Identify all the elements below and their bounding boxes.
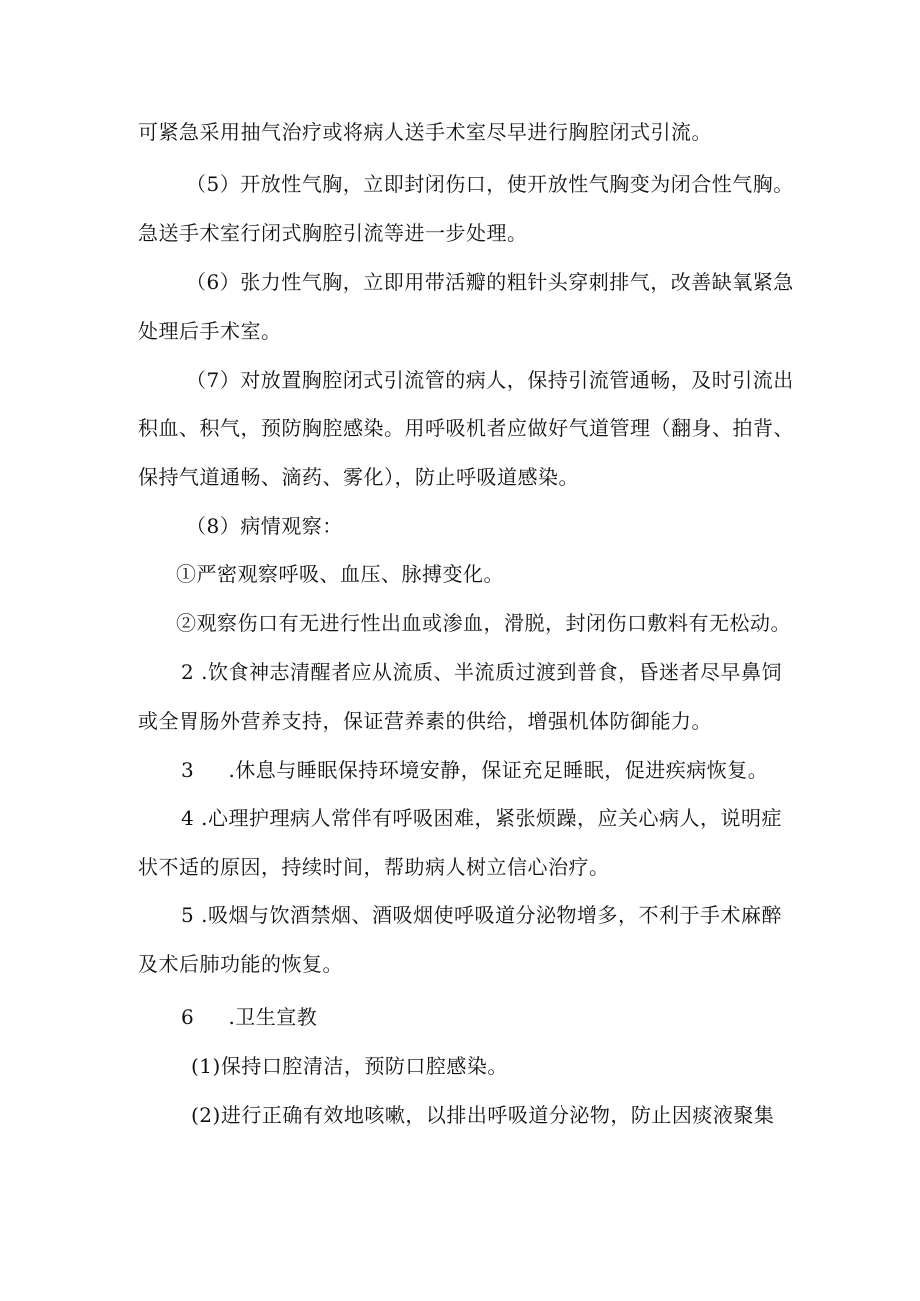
text-line: （6）张力性气胸，立即用带活瓣的粗针头穿刺排气，改善缺氧紧急 [186,270,794,294]
text-line: 保持气道通畅、滴药、雾化），防止呼吸道感染。 [138,465,579,489]
text-line: （5）开放性气胸，立即封闭伤口，使开放性气胸变为闭合性气胸。 [186,172,794,196]
text-line: （8）病情观察： [186,514,343,538]
text-line: 处理后手术室。 [138,319,282,343]
text-line: 2 .饮食神志清醒者应从流质、半流质过渡到普食，昏迷者尽早鼻饲 [181,660,782,684]
text-line: 或全胃肠外营养支持，保证营养素的供给，增强机体防御能力。 [138,709,712,733]
text-line: 4 .心理护理病人常伴有呼吸困难，紧张烦躁，应关心病人，说明症 [181,806,782,830]
text-line: 3 .休息与睡眠保持环境安静，保证充足睡眠，促进疾病恢复。 [181,758,769,782]
text-line: 5 .吸烟与饮酒禁烟、酒吸烟使呼吸道分泌物增多，不利于手术麻醉 [181,903,782,927]
text-line: ①严密观察呼吸、血压、脉搏变化。 [176,562,504,586]
text-line: (1)保持口腔清洁，预防口腔感染。 [191,1054,508,1078]
text-line: (2)进行正确有效地咳嗽，以排出呼吸道分泌物，防止因痰液聚集 [191,1103,775,1127]
text-line: 可紧急采用抽气治疗或将病人送手术室尽早进行胸腔闭式引流。 [138,120,712,144]
text-line: 6 .卫生宣教 [181,1005,318,1029]
text-line: 及术后肺功能的恢复。 [138,952,343,976]
text-line: （7）对放置胸腔闭式引流管的病人，保持引流管通畅，及时引流出 [186,368,794,392]
text-line: 急送手术室行闭式胸腔引流等进一步处理。 [138,221,528,245]
text-line: 状不适的原因，持续时间，帮助病人树立信心治疗。 [138,855,610,879]
text-line: ②观察伤口有无进行性出血或渗血，滑脱，封闭伤口敷料有无松动。 [176,611,791,635]
text-line: 积血、积气，预防胸腔感染。用呼吸机者应做好气道管理（翻身、拍背、 [138,416,794,440]
